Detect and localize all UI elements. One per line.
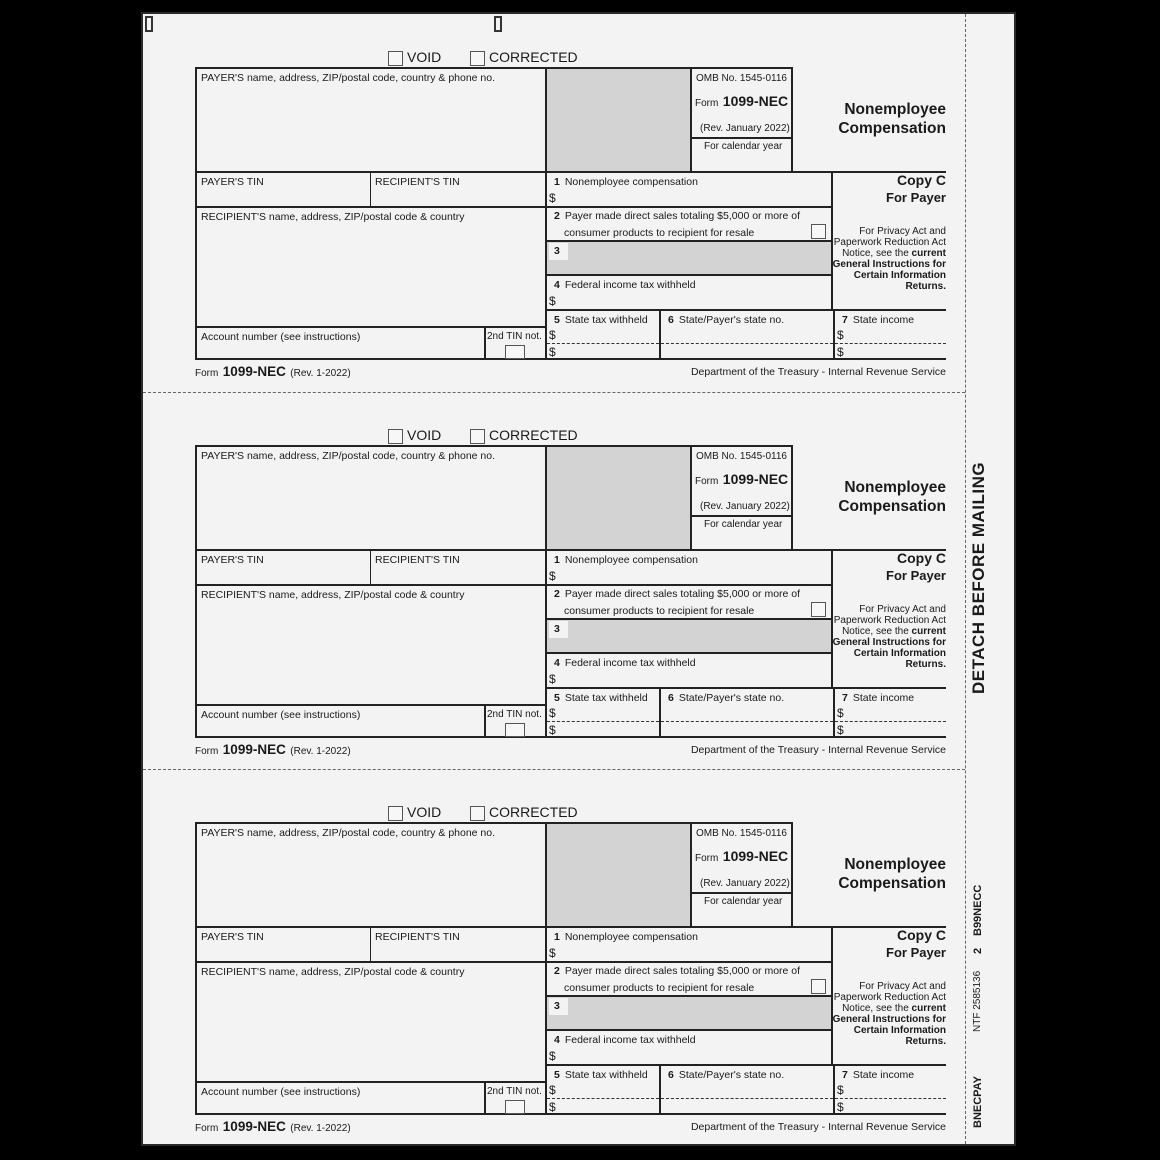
box5-number: 5: [554, 691, 560, 704]
dollar-sign: $: [837, 722, 844, 737]
footer-department: Department of the Treasury - Internal Revenue Service: [690, 1121, 946, 1133]
box4-number: 4: [554, 656, 560, 669]
box7-label: State income: [852, 1069, 915, 1081]
privacy-notice: [823, 981, 946, 1047]
divider: [692, 515, 791, 517]
privacy-notice: [823, 604, 946, 670]
second-tin-checkbox[interactable]: [505, 1100, 525, 1114]
shaded-area: [545, 822, 690, 926]
box2-label-line2: consumer products to recipient for resale: [564, 604, 755, 617]
box5-number: 5: [554, 1069, 560, 1081]
box4-label: Federal income tax withheld: [564, 656, 696, 669]
title-line-2: Compensation: [838, 497, 946, 515]
dollar-sign: $: [837, 1083, 844, 1097]
privacy-line: Returns.: [905, 281, 946, 292]
box5-state-tax-withheld[interactable]: [545, 1064, 659, 1115]
form-number: 1099-NEC: [222, 364, 286, 379]
dollar-sign: $: [549, 705, 556, 720]
form-word: Form: [195, 368, 219, 379]
dollar-sign: $: [837, 705, 844, 720]
privacy-line: For Privacy Act and: [859, 981, 946, 992]
payer-tin-field[interactable]: [195, 926, 370, 961]
privacy-line: For Privacy Act and: [859, 226, 946, 237]
box4-label: Federal income tax withheld: [564, 279, 696, 291]
dollar-sign: $: [549, 1049, 556, 1063]
form-number-header: [695, 848, 788, 866]
form-copy: [143, 769, 965, 1146]
account-number-field[interactable]: [195, 704, 484, 738]
privacy-line: Certain Information: [853, 270, 946, 281]
for-payer-label: For Payer: [886, 190, 946, 205]
box6-number: 6: [668, 1069, 674, 1081]
account-number-field[interactable]: [195, 1081, 484, 1115]
box6-number: 6: [668, 691, 674, 704]
footer-department: Department of the Treasury - Internal Revenue Service: [690, 366, 946, 378]
footer-form-id: [195, 363, 351, 381]
revision-date: (Rev. January 2022): [700, 878, 790, 889]
dollar-sign: $: [549, 568, 556, 583]
payer-name-field[interactable]: [195, 445, 545, 549]
void-label: VOID: [407, 426, 442, 443]
dashed-divider: [835, 721, 946, 722]
corrected-label: CORRECTED: [489, 804, 578, 820]
box5-label: State tax withheld: [564, 1069, 648, 1081]
box7-state-income[interactable]: [833, 309, 946, 360]
copy-label: Copy C: [897, 927, 946, 943]
dollar-sign: $: [549, 328, 556, 342]
omb-box: [690, 445, 793, 549]
title-line-2: Compensation: [838, 120, 946, 137]
recipient-name-field[interactable]: [195, 961, 545, 1081]
payer-name-field[interactable]: [195, 67, 545, 171]
recipient-tin-label: RECIPIENT'S TIN: [375, 931, 460, 943]
form-title: [803, 478, 946, 516]
box6-number: 6: [668, 314, 674, 326]
form-code-part: 2: [972, 947, 984, 954]
second-tin-notice: [484, 1081, 545, 1115]
box4-federal-tax-withheld[interactable]: [545, 274, 833, 309]
payer-tin-label: PAYER'S TIN: [201, 931, 264, 943]
calendar-year-field[interactable]: For calendar year: [704, 518, 783, 530]
recipient-tin-field[interactable]: [370, 926, 545, 961]
box6-label: State/Payer's state no.: [678, 314, 785, 326]
recipient-tin-field[interactable]: [370, 549, 545, 584]
box2-label: Payer made direct sales totaling $5,000 or more of: [564, 587, 801, 600]
dollar-sign: $: [549, 345, 556, 359]
dollar-sign: $: [837, 328, 844, 342]
box4-label: Federal income tax withheld: [564, 1034, 696, 1046]
box2-direct-sales: [545, 584, 833, 618]
recipient-name-field[interactable]: [195, 206, 545, 326]
payer-tin-label: PAYER'S TIN: [201, 553, 264, 566]
dashed-divider: [661, 721, 833, 722]
footer-revision: (Rev. 1-2022): [290, 368, 351, 379]
recipient-name-label: RECIPIENT'S name, address, ZIP/postal code & country: [201, 211, 465, 223]
box2-number: 2: [554, 210, 560, 222]
account-number-label: Account number (see instructions): [201, 1086, 361, 1098]
form-word: Form: [695, 853, 719, 864]
box3-reserved: [545, 618, 833, 652]
box3-number: 3: [549, 243, 568, 260]
recipient-name-label: RECIPIENT'S name, address, ZIP/postal code & country: [201, 588, 465, 601]
divider: [692, 137, 791, 139]
box2-checkbox[interactable]: [811, 979, 826, 994]
vertical-perforation: [965, 14, 966, 1144]
for-payer-label: For Payer: [886, 567, 946, 583]
box7-state-income[interactable]: [833, 1064, 946, 1115]
dollar-sign: $: [549, 294, 556, 308]
calendar-year-field[interactable]: For calendar year: [704, 896, 783, 907]
box2-label: Payer made direct sales totaling $5,000 or more of: [564, 965, 801, 977]
form-word: Form: [695, 98, 719, 109]
second-tin-notice: [484, 326, 545, 360]
shaded-area: [545, 67, 690, 171]
revision-date: (Rev. January 2022): [700, 500, 790, 512]
box2-checkbox[interactable]: [811, 224, 826, 239]
omb-number: OMB No. 1545-0116: [696, 450, 787, 462]
box7-label: State income: [852, 691, 915, 704]
title-line-1: Nonemployee: [844, 478, 946, 496]
box5-label: State tax withheld: [564, 691, 648, 704]
box7-label: State income: [852, 314, 915, 326]
privacy-line: General Instructions for: [832, 1014, 946, 1025]
account-number-label: Account number (see instructions): [201, 708, 361, 721]
detach-before-mailing: DETACH BEFORE MAILING: [969, 461, 988, 694]
privacy-emphasis: current: [911, 625, 946, 637]
box4-federal-tax-withheld[interactable]: [545, 1029, 833, 1064]
omb-box: [690, 67, 793, 171]
dollar-sign: $: [549, 946, 556, 960]
dashed-divider: [661, 343, 833, 344]
privacy-line: Paperwork Reduction Act: [833, 614, 946, 626]
title-line-1: Nonemployee: [844, 101, 946, 118]
form-copy: [143, 392, 965, 769]
privacy-line: General Instructions for: [832, 636, 946, 648]
dashed-divider: [835, 343, 946, 344]
box7-state-income[interactable]: [833, 687, 946, 738]
privacy-line: Returns.: [905, 1036, 946, 1047]
revision-date: (Rev. January 2022): [700, 123, 790, 134]
box5-number: 5: [554, 314, 560, 326]
privacy-emphasis: current: [911, 1003, 946, 1014]
account-number-label: Account number (see instructions): [201, 331, 361, 343]
form-title: [803, 100, 946, 138]
box1-number: 1: [554, 176, 560, 188]
corrected-label: CORRECTED: [489, 49, 578, 65]
box6-label: State/Payer's state no.: [678, 1069, 785, 1081]
payer-tin-field[interactable]: [195, 549, 370, 584]
void-label: VOID: [407, 49, 442, 65]
product-code: BNECPAY: [972, 1076, 984, 1128]
footer-revision: (Rev. 1-2022): [290, 1123, 351, 1134]
box4-number: 4: [554, 279, 560, 291]
form-number-header: [695, 93, 788, 111]
void-label: VOID: [407, 804, 442, 820]
second-tin-label: 2nd TIN not.: [487, 331, 542, 342]
dashed-divider: [547, 343, 659, 344]
dollar-sign: $: [549, 1100, 556, 1114]
for-payer-label: For Payer: [886, 945, 946, 960]
payer-name-field[interactable]: [195, 822, 545, 926]
second-tin-label: 2nd TIN not.: [487, 1086, 542, 1097]
box2-label-line2: consumer products to recipient for resale: [564, 982, 755, 994]
form-number: 1099-NEC: [222, 1119, 286, 1134]
box4-federal-tax-withheld[interactable]: [545, 652, 833, 687]
corrected-checkbox[interactable]: [470, 806, 485, 821]
dashed-divider: [835, 1098, 946, 1099]
title-line-2: Compensation: [838, 875, 946, 892]
box1-label: Nonemployee compensation: [564, 176, 698, 188]
privacy-line: Paperwork Reduction Act: [833, 992, 946, 1003]
footer-form-id: [195, 741, 351, 759]
corrected-checkbox[interactable]: [470, 51, 485, 66]
second-tin-checkbox[interactable]: [505, 723, 525, 737]
box1-nonemployee-compensation[interactable]: [545, 926, 833, 961]
box1-label: Nonemployee compensation: [564, 553, 698, 566]
dollar-sign: $: [837, 345, 844, 359]
form-copy: [143, 14, 965, 391]
omb-number: OMB No. 1545-0116: [696, 828, 787, 839]
box1-number: 1: [554, 931, 560, 943]
recipient-tin-label: RECIPIENT'S TIN: [375, 176, 460, 188]
dollar-sign: $: [549, 1083, 556, 1097]
box2-number: 2: [554, 587, 560, 600]
privacy-notice: [823, 226, 946, 292]
privacy-line: Certain Information: [853, 1025, 946, 1036]
form-word: Form: [195, 745, 219, 757]
box2-label-line2: consumer products to recipient for resale: [564, 227, 755, 239]
recipient-name-field[interactable]: [195, 584, 545, 704]
box2-checkbox[interactable]: [811, 602, 826, 617]
box5-state-tax-withheld[interactable]: [545, 687, 659, 738]
second-tin-label: 2nd TIN not.: [487, 708, 542, 720]
form-title: [803, 855, 946, 893]
dashed-divider: [547, 721, 659, 722]
privacy-line: Returns.: [905, 658, 946, 670]
corrected-label: CORRECTED: [489, 426, 578, 443]
dollar-sign: $: [837, 1100, 844, 1114]
privacy-line: Certain Information: [853, 647, 946, 659]
omb-number: OMB No. 1545-0116: [696, 73, 787, 84]
footer-department: Department of the Treasury - Internal Revenue Service: [690, 743, 946, 756]
box6-state-payer-number[interactable]: [659, 687, 833, 738]
void-checkbox[interactable]: [388, 429, 403, 444]
void-checkbox[interactable]: [388, 51, 403, 66]
privacy-line: For Privacy Act and: [859, 603, 946, 615]
payer-name-label: PAYER'S name, address, ZIP/postal code, country & phone no.: [201, 827, 496, 839]
copy-label: Copy C: [897, 549, 946, 566]
recipient-tin-field[interactable]: [370, 171, 545, 206]
recipient-tin-label: RECIPIENT'S TIN: [375, 553, 460, 566]
form-number-header: [695, 471, 788, 489]
title-line-1: Nonemployee: [844, 856, 946, 873]
box5-state-tax-withheld[interactable]: [545, 309, 659, 360]
box2-direct-sales: [545, 961, 833, 995]
box3-reserved: [545, 995, 833, 1029]
box3-number: 3: [549, 998, 568, 1015]
payer-tin-field[interactable]: [195, 171, 370, 206]
corrected-checkbox[interactable]: [470, 429, 485, 444]
box4-number: 4: [554, 1034, 560, 1046]
box2-label: Payer made direct sales totaling $5,000 or more of: [564, 210, 801, 222]
box2-number: 2: [554, 965, 560, 977]
second-tin-notice: [484, 704, 545, 738]
form-number: 1099-NEC: [222, 741, 286, 757]
dashed-divider: [661, 1098, 833, 1099]
form-code: B99NECC: [972, 884, 984, 936]
form-word: Form: [695, 475, 719, 487]
calendar-year-field[interactable]: For calendar year: [704, 141, 783, 152]
box6-label: State/Payer's state no.: [678, 691, 785, 704]
box1-label: Nonemployee compensation: [564, 931, 698, 943]
box6-state-payer-number[interactable]: [659, 1064, 833, 1115]
privacy-line: Notice, see the: [842, 625, 912, 637]
footer-form-id: [195, 1118, 351, 1136]
dollar-sign: $: [549, 722, 556, 737]
box1-nonemployee-compensation[interactable]: [545, 171, 833, 206]
second-tin-checkbox[interactable]: [505, 345, 525, 359]
box1-number: 1: [554, 553, 560, 566]
box7-number: 7: [842, 314, 848, 326]
form-number: 1099-NEC: [722, 93, 789, 109]
box5-label: State tax withheld: [564, 314, 648, 326]
void-checkbox[interactable]: [388, 806, 403, 821]
box2-direct-sales: [545, 206, 833, 240]
box3-number: 3: [549, 621, 568, 638]
dollar-sign: $: [549, 191, 556, 205]
payer-tin-label: PAYER'S TIN: [201, 176, 264, 188]
privacy-line: General Instructions for: [832, 259, 946, 270]
shaded-area: [545, 445, 690, 549]
form-word: Form: [195, 1123, 219, 1134]
box3-reserved: [545, 240, 833, 274]
dashed-divider: [547, 1098, 659, 1099]
privacy-line: Paperwork Reduction Act: [833, 237, 946, 248]
box7-number: 7: [842, 1069, 848, 1081]
account-number-field[interactable]: [195, 326, 484, 360]
privacy-line: Notice, see the: [842, 248, 912, 259]
copy-label: Copy C: [897, 172, 946, 188]
payer-name-label: PAYER'S name, address, ZIP/postal code, country & phone no.: [201, 449, 496, 462]
box7-number: 7: [842, 691, 848, 704]
divider: [692, 892, 791, 894]
privacy-emphasis: current: [911, 248, 946, 259]
box1-nonemployee-compensation[interactable]: [545, 549, 833, 584]
payer-name-label: PAYER'S name, address, ZIP/postal code, country & phone no.: [201, 72, 496, 84]
footer-revision: (Rev. 1-2022): [290, 745, 351, 757]
omb-box: [690, 822, 793, 926]
ntf-code: NTF 2585136: [972, 970, 983, 1032]
box6-state-payer-number[interactable]: [659, 309, 833, 360]
recipient-name-label: RECIPIENT'S name, address, ZIP/postal code & country: [201, 966, 465, 978]
dollar-sign: $: [549, 671, 556, 686]
form-number: 1099-NEC: [722, 470, 789, 487]
form-sheet: [141, 12, 1016, 1146]
privacy-line: Notice, see the: [842, 1003, 912, 1014]
form-number: 1099-NEC: [722, 848, 789, 864]
